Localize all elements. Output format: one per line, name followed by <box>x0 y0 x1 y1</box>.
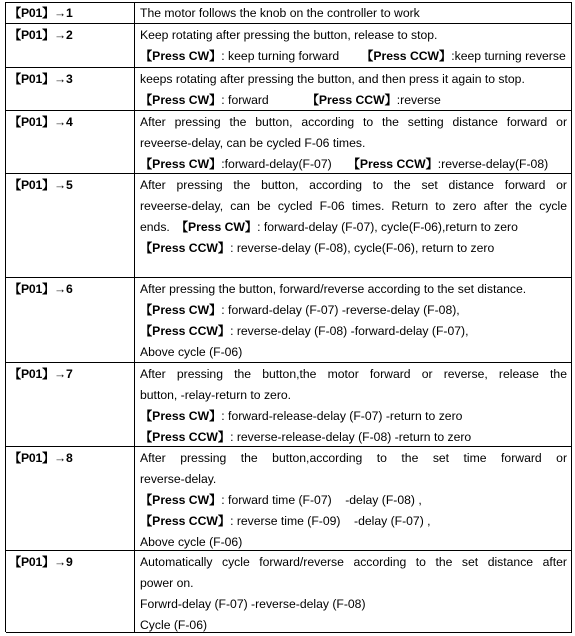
description-line: After pressing the button,according to the set time forward or <box>140 451 567 465</box>
table-row <box>6 24 572 68</box>
mode-code: 【P01】→4 <box>6 111 135 173</box>
mode-description <box>135 111 572 173</box>
cw-action: : forward-delay (F-07), cycle(F-06),return to zero <box>257 220 518 234</box>
press-cw-label: 【Press CW】 <box>140 49 222 63</box>
ccw-action: :keep turning reverse <box>451 49 566 63</box>
direction-line <box>140 154 567 175</box>
table-row <box>6 363 572 447</box>
cw-action: : forward time (F-07) -delay (F-08) , <box>221 493 422 507</box>
description-line: Automatically cycle forward/reverse according to the set distance after <box>140 555 567 569</box>
ccw-action: :reverse-delay(F-08) <box>437 157 549 171</box>
mode-code: 【P01】→2 <box>6 24 135 67</box>
mode-table <box>5 2 572 632</box>
direction-line <box>140 406 567 427</box>
table-row <box>6 111 572 174</box>
mode-description <box>135 447 572 550</box>
description-line: reveerse-delay, can be cycled F-06 times. <box>140 136 366 150</box>
press-ccw-label: 【Press CCW】 <box>140 514 231 528</box>
press-cw-label: 【Press CW】 <box>140 93 222 107</box>
description-line: After pressing the button, according to the setting distance forward or <box>140 115 567 129</box>
direction-line <box>140 427 567 448</box>
direction-line <box>140 90 567 111</box>
press-cw-label: 【Press CW】 <box>175 220 258 234</box>
press-ccw-label: 【Press CCW】 <box>306 93 397 107</box>
direction-line <box>140 321 567 342</box>
description-line: Above cycle (F-06) <box>140 345 243 359</box>
direction-line <box>140 511 567 532</box>
description-line: Forwrd-delay (F-07) -reverse-delay (F-08) <box>140 597 366 611</box>
description-line: After pressing the button,the motor forward or reverse, release the <box>140 367 567 381</box>
press-cw-label: 【Press CW】 <box>140 303 222 317</box>
ccw-action: : reverse time (F-09) -delay (F-07) , <box>230 514 431 528</box>
mode-code: 【P01】→3 <box>6 68 135 110</box>
press-ccw-label: 【Press CCW】 <box>140 324 231 338</box>
cw-action: :forward-delay(F-07) <box>221 157 332 171</box>
table-row <box>6 174 572 278</box>
mode-code: 【P01】→5 <box>6 174 135 277</box>
cw-action: : keep turning forward <box>221 49 340 63</box>
description-line: reverse-delay. <box>140 472 217 486</box>
table-row <box>6 278 572 363</box>
table-row <box>6 68 572 111</box>
press-ccw-label: 【Press CCW】 <box>140 430 231 444</box>
press-ccw-label: 【Press CCW】 <box>361 49 452 63</box>
mode-description <box>135 24 572 67</box>
press-cw-label: 【Press CW】 <box>140 493 222 507</box>
direction-line <box>140 46 567 67</box>
mode-description <box>135 174 572 277</box>
direction-line <box>140 217 567 238</box>
press-cw-label: 【Press CW】 <box>140 409 222 423</box>
mode-code: 【P01】→7 <box>6 363 135 446</box>
press-cw-label: 【Press CW】 <box>140 157 222 171</box>
ccw-action: : reverse-delay (F-08), cycle(F-06), return to zero <box>230 241 495 255</box>
press-ccw-label: 【Press CCW】 <box>140 241 231 255</box>
description-line: reveerse-delay, can be cycled F-06 times. Return to zero after the cycle <box>140 199 567 213</box>
mode-code: 【P01】→8 <box>6 447 135 550</box>
mode-description <box>135 68 572 110</box>
description-line: After pressing the button, forward/reverse according to the set distance. <box>140 282 527 296</box>
description-line: power on. <box>140 576 194 590</box>
table-row <box>6 447 572 551</box>
direction-line <box>140 490 567 511</box>
description-line: Above cycle (F-06) <box>140 535 243 549</box>
cw-action: : forward-release-delay (F-07) -return to zero <box>221 409 463 423</box>
cw-action: : forward <box>221 93 269 107</box>
direction-line <box>140 300 567 321</box>
mode-description <box>135 551 572 632</box>
press-ccw-label: 【Press CCW】 <box>347 157 438 171</box>
description-line: After pressing the button, according to the set distance forward or <box>140 178 567 192</box>
cw-action: : forward-delay (F-07) -reverse-delay (F-08), <box>221 303 460 317</box>
description-line: Keep rotating after pressing the button, release to stop. <box>140 28 438 42</box>
description-line: Cycle (F-06) <box>140 618 208 632</box>
table-row <box>6 3 572 24</box>
mode-description <box>135 363 572 446</box>
ccw-action: : reverse-release-delay (F-08) -return to zero <box>230 430 472 444</box>
mode-description <box>135 278 572 362</box>
description-line: button, -relay-return to zero. <box>140 388 292 402</box>
ccw-action: :reverse <box>396 93 441 107</box>
mode-code: 【P01】→6 <box>6 278 135 362</box>
ccw-action: : reverse-delay (F-08) -forward-delay (F-07), <box>230 324 469 338</box>
mode-description <box>135 3 572 23</box>
table-row <box>6 551 572 633</box>
description-line: The motor follows the knob on the controller to work <box>140 6 420 20</box>
mode-code: 【P01】→1 <box>6 3 135 23</box>
mode-code: 【P01】→9 <box>6 551 135 632</box>
description-line: ends. <box>140 220 170 234</box>
description-line: keeps rotating after pressing the button, and then press it again to stop. <box>140 72 525 86</box>
direction-line <box>140 238 567 259</box>
